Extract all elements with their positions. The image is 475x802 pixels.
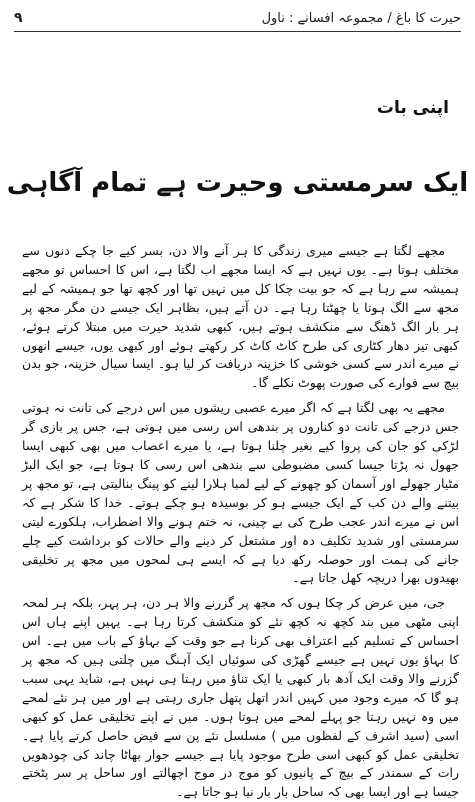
paragraph: جی، میں عرض کر چکا ہوں کہ مجھ پر گزرنے والا ہر دن، ہر پہر، بلکہ ہر لمحہ اپنی مٹھی میں بند کچھ نہ کچھ نئے کو منکشف کرتا رہا ہے۔ یہیں اپنے ہاں اس احساس کے تسلیم کیے اعتراف بھی کرنا ہے جو وقت کے بہاؤ کے باب میں ہے۔ اس کا بہاؤ یوں نہیں ہے جیسے گھڑی کی سوئیاں ایک آہنگ میں چلتی ہیں کہ مجھ پر گزرنے والا وقت ایک آدھ بار کبھی یا ایک تناؤ میں رہتا ہی نہیں ہے، شاید یہی سبب ہو گا کہ میرے وجود میں کہیں اندر اتھل پتھل جاری رہتی ہے اور میں ہر نئے لمحے میں وہ نہیں رہتا جو پہلے لمحے میں ہوتا ہوں۔ میں نے اپنے تخلیقی عمل کو کبھی اسی (سید اشرف کے لفظوں میں ) مسلسل نئے پن سے فیض حاصل کرتے پایا ہے۔ تخلیقی عمل کو کبھی اسی طرح موجود پایا ہے جیسے جوار بھاٹا چاند کی چودھویں رات کے سمندر کے بیچ کے پانیوں کو موج در موج اچھالتے اور ساحل پر سر پٹختے جیسا ہے اور ایسا بھی کہ ساحل بار بار نیا ہو جاتا ہے۔ [22, 595, 459, 800]
page-header [14, 6, 461, 30]
section-title: اپنی بات [376, 98, 449, 118]
running-title: حیرت کا باغ / مجموعہ افسانے : ناول [261, 10, 461, 26]
paragraph: مجھے لگتا ہے جیسے میری زندگی کا ہر آنے والا دن، بسر کیے جا چکے دنوں سے مختلف ہوتا ہے۔ یوں نہیں ہے کہ ایسا مجھے اب لگتا ہے، اس کا احساس تو مجھے ہمیشہ سے رہا ہے کہ جو بیت چکا کل میں نہیں تھا اور کچھ تھا جو ہمیشہ کے لیے مجھ سے الگ ہوتا یا چھٹتا رہا ہے۔ دن آتے ہیں، بظاہر ایک جیسے دن مگر مجھ پر ہر بار الگ ڈھنگ سے منکشف ہوتے ہیں، کبھی شدید حیرت میں مبتلا کرتے ہوئے، کبھی تیز دھار کٹاری کی طرح کاٹ کاٹ کر رکھتے ہوئے اور کبھی یوں، جیسے انھوں نے میرے اندر سے کسی خوشی کا خزینہ دریافت کر لیا ہو۔ ایسا سیال خزینہ، جو بدن بیچ سے فوارے کی صورت پھوٹ نکلے گا۔ [22, 243, 459, 391]
paragraph: مجھے یہ بھی لگتا ہے کہ اگر میرے عصبی ریشوں میں اس درجے کی تانت نہ ہوتی جس درجے کی تانت دو کناروں پر بندھی اس رسی میں ہوتی ہے، جس پر بازی گر لڑکی کو جان کی پروا کیے بغیر چلنا ہوتا ہے، یا میرے اعصاب میں بھی کبھی ایسا جھول نہ پڑتا جیسا کسی مضبوطی سے بندھی اس رسی کا ہوتا ہے، جو ایک البڑ مٹیار جھولے اور آسمان کو چھونے کے لیے لمبا ہلارا لینے کو پینگ بنالیتی ہے، تو مجھ پر بیتنے والے دن کب کے ایک جیسے ہو کر بوسیدہ ہو چکے ہوتے۔ خدا کا شکر ہے کہ اس نے میرے اندر عجب طرح کی بے چینی، نہ ختم ہونے والا اضطراب، ہلکورے لیتی سرمستی اور شدید تکلیف دہ اور مشتعل کر دینے والے حالات کو برداشت کیے چلے جانے کی ہمت اور حوصلہ رکھ دیا ہے کہ ایسے ہی لمحوں میں مجھ پر تخلیقی بھیدوں بھرا دریچہ کھل جاتا ہے۔ [22, 400, 459, 586]
page-number: ۹ [14, 10, 23, 26]
chapter-title: ایک سرمستی وحیرت ہے تمام آگاہی [6, 168, 469, 198]
header-rule [14, 31, 461, 32]
body-text [22, 242, 459, 800]
